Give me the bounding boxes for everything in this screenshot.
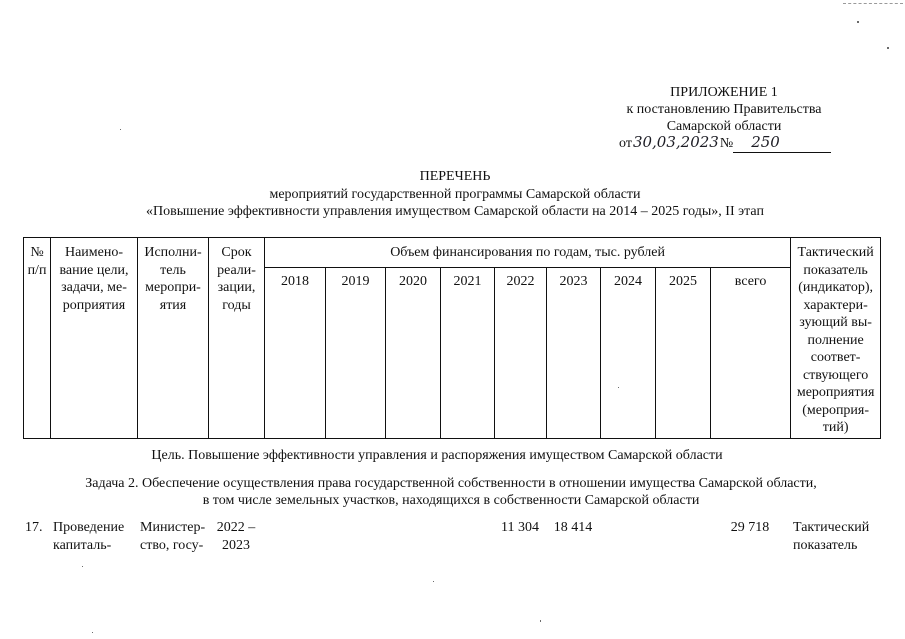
measures-table-header xyxy=(23,237,881,439)
row-name: Проведение капиталь- xyxy=(53,520,125,553)
measure-row-17 xyxy=(23,519,880,555)
row-2019-empty xyxy=(325,519,385,555)
number-prefix: № xyxy=(719,136,734,151)
header-executor: Исполни- тель меропри- ятия xyxy=(138,238,209,439)
year-header-2018: 2018 xyxy=(265,268,326,439)
header-row xyxy=(24,238,881,268)
task-line-2: в том числе земельных участков, находящихся в собственности Самарской области xyxy=(202,492,700,508)
row-num: 17. xyxy=(25,520,43,535)
scan-speck xyxy=(433,581,434,582)
year-header-2021: 2021 xyxy=(441,268,495,439)
number-field xyxy=(733,134,831,153)
scan-speck xyxy=(92,632,93,633)
year-header-2019: 2019 xyxy=(326,268,386,439)
table-row xyxy=(23,519,880,555)
task-line-1: Задача 2. Обеспечение осуществления права государственной собственности в отношении имущества Самарской области, xyxy=(85,476,817,491)
handwritten-date: 30,03,2023 xyxy=(632,133,719,151)
scan-edge-line xyxy=(843,3,903,4)
year-header-2024: 2024 xyxy=(601,268,656,439)
row-executor: Министер- ство, госу- xyxy=(140,520,206,553)
scan-speck xyxy=(857,21,859,23)
date-prefix: от xyxy=(619,136,632,151)
row-funding-total: 29 718 xyxy=(730,520,770,535)
header-name: Наимено- вание цели, задачи, ме- роприятия xyxy=(51,238,138,439)
goal-text: Цель. Повышение эффективности управления и распоряжения имуществом Самарской области xyxy=(151,448,723,463)
scan-speck xyxy=(82,566,83,567)
document-title xyxy=(10,168,900,221)
appendix-line-region: Самарской области xyxy=(666,119,782,134)
header-term: Срок реали- зации, годы xyxy=(209,238,265,439)
appendix-line-decree: к постановлению Правительства xyxy=(626,102,822,117)
row-2020-empty xyxy=(385,519,440,555)
header-num: № п/п xyxy=(24,238,51,439)
decree-date-number xyxy=(619,133,831,153)
row-2021-empty xyxy=(440,519,494,555)
row-indicator: Тактический показатель xyxy=(793,520,870,553)
year-header-2020: 2020 xyxy=(386,268,441,439)
title-heading: ПЕРЕЧЕНЬ xyxy=(419,169,491,184)
appendix-title: ПРИЛОЖЕНИЕ 1 xyxy=(670,85,778,100)
year-header-2022: 2022 xyxy=(495,268,547,439)
year-header-2023: 2023 xyxy=(547,268,601,439)
row-funding-2023: 18 414 xyxy=(553,520,593,535)
year-header-2025: 2025 xyxy=(656,268,711,439)
title-line-2: «Повышение эффективности управления имуществом Самарской области на 2014 – 2025 годы», II этап xyxy=(146,204,764,219)
row-2024-empty xyxy=(600,519,655,555)
header-indicator: Тактический показатель (индикатор), характери- зующий вы- полнение соответ- ствующего мероприятия (мероприя- тий) xyxy=(791,238,881,439)
row-funding-2022: 11 304 xyxy=(501,520,539,535)
appendix-block xyxy=(618,84,830,135)
row-2018-empty xyxy=(264,519,325,555)
row-2025-empty xyxy=(655,519,710,555)
scan-speck xyxy=(540,620,541,622)
task-text xyxy=(10,476,892,509)
scan-speck xyxy=(120,129,121,130)
row-term: 2022 – 2023 xyxy=(216,520,256,553)
scan-speck xyxy=(887,47,889,49)
header-funding: Объем финансирования по годам, тыс. рублей xyxy=(265,238,791,268)
year-header-total: всего xyxy=(711,268,791,439)
title-line-1: мероприятий государственной программы Самарской области xyxy=(269,186,641,202)
handwritten-number: 250 xyxy=(751,133,780,151)
